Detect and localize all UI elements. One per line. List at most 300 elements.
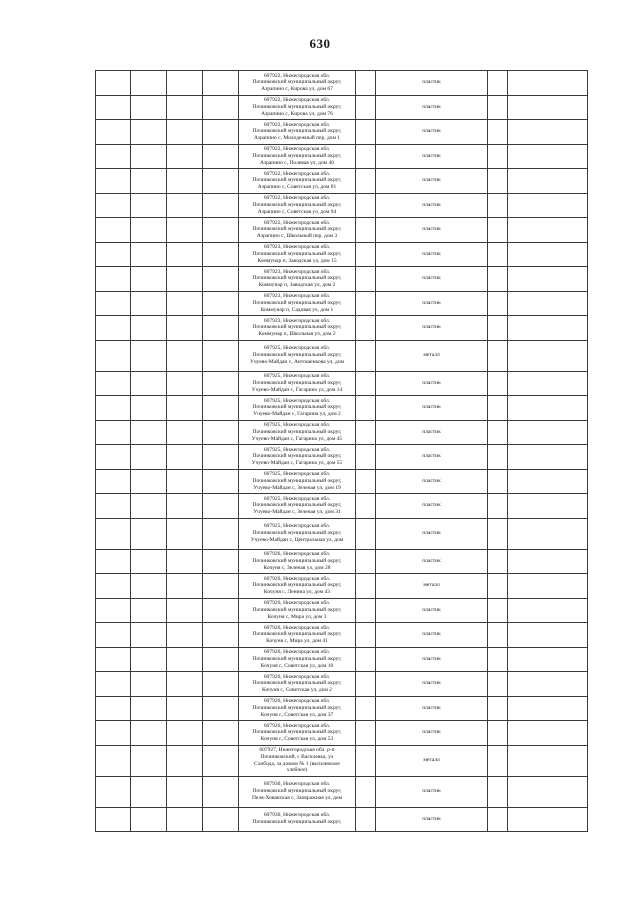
empty-cell xyxy=(96,574,131,599)
table-row xyxy=(96,71,588,96)
empty-cell xyxy=(96,776,131,807)
address-line: Коммунар п, Заводская ул, дом 2 xyxy=(258,282,336,289)
address-cell xyxy=(239,776,356,807)
address-cell xyxy=(239,598,356,623)
empty-cell xyxy=(203,696,239,721)
empty-cell xyxy=(167,242,203,267)
empty-cell xyxy=(488,672,508,697)
register-table xyxy=(95,70,588,832)
empty-cell xyxy=(488,574,508,599)
empty-cell xyxy=(96,193,131,218)
empty-cell xyxy=(203,549,239,574)
empty-cell xyxy=(356,242,376,267)
empty-cell xyxy=(96,469,131,494)
empty-cell xyxy=(167,218,203,243)
empty-cell xyxy=(356,144,376,169)
empty-cell xyxy=(167,549,203,574)
address-line: Починковский муниципальный округ, xyxy=(252,704,342,711)
table-row xyxy=(96,623,588,648)
material-cell: пластик xyxy=(376,242,488,267)
empty-cell xyxy=(203,721,239,746)
empty-cell xyxy=(508,696,588,721)
address-line: 607926, Нижегородская обл. xyxy=(263,722,331,729)
material-cell: металл xyxy=(376,574,488,599)
empty-cell xyxy=(96,672,131,697)
empty-cell xyxy=(203,242,239,267)
address-line: Кочуня с, Советская ул, дом 10 xyxy=(260,662,334,669)
empty-cell xyxy=(203,672,239,697)
address-cell xyxy=(239,445,356,470)
empty-cell xyxy=(131,218,167,243)
empty-cell xyxy=(167,574,203,599)
empty-cell xyxy=(131,193,167,218)
empty-cell xyxy=(508,776,588,807)
empty-cell xyxy=(96,518,131,549)
table-row xyxy=(96,647,588,672)
empty-cell xyxy=(96,316,131,341)
address-line: Починковский муниципальный округ, xyxy=(252,655,342,662)
empty-cell xyxy=(96,807,131,832)
material-cell: пластик xyxy=(376,144,488,169)
address-line: Кочуня с, Мира ул, дом 3 xyxy=(267,613,327,620)
empty-cell xyxy=(508,120,588,145)
empty-cell xyxy=(508,71,588,96)
address-line: Починковский муниципальный округ, xyxy=(252,453,342,460)
address-line: Починковский муниципальный округ, xyxy=(252,128,342,135)
address-line: Азрапино с, Советская ул, дом 81 xyxy=(257,184,337,191)
empty-cell xyxy=(356,71,376,96)
empty-cell xyxy=(96,267,131,292)
empty-cell xyxy=(203,598,239,623)
empty-cell xyxy=(167,95,203,120)
empty-cell xyxy=(203,144,239,169)
material-cell: пластик xyxy=(376,371,488,396)
empty-cell xyxy=(203,420,239,445)
address-line: Починковский муниципальный округ, xyxy=(252,226,342,233)
empty-cell xyxy=(167,71,203,96)
empty-cell xyxy=(488,598,508,623)
empty-cell xyxy=(488,340,508,371)
address-line: Починковский муниципальный округ, xyxy=(252,788,342,795)
address-line: Починковский муниципальный округ, xyxy=(252,680,342,687)
address-line: 607922, Нижегородская обл. xyxy=(263,146,331,153)
empty-cell xyxy=(488,242,508,267)
empty-cell xyxy=(203,494,239,519)
empty-cell xyxy=(96,120,131,145)
table-row xyxy=(96,445,588,470)
empty-cell xyxy=(203,445,239,470)
empty-cell xyxy=(488,71,508,96)
empty-cell xyxy=(488,316,508,341)
empty-cell xyxy=(203,469,239,494)
empty-cell xyxy=(96,95,131,120)
empty-cell xyxy=(131,721,167,746)
material-cell: пластик xyxy=(376,518,488,549)
material-cell: пластик xyxy=(376,672,488,697)
empty-cell xyxy=(96,144,131,169)
address-line: Починковский муниципальный округ, xyxy=(252,729,342,736)
empty-cell xyxy=(131,469,167,494)
empty-cell xyxy=(488,445,508,470)
material-cell: пластик xyxy=(376,598,488,623)
address-line: 607926, Нижегородская обл. xyxy=(263,575,331,582)
address-line: Починковский муниципальный округ, xyxy=(252,103,342,110)
material-cell: пластик xyxy=(376,169,488,194)
empty-cell xyxy=(488,696,508,721)
address-line: 607925, Нижегородская обл. xyxy=(263,373,331,380)
empty-cell xyxy=(356,340,376,371)
address-cell xyxy=(239,120,356,145)
address-line: 607926, Нижегородская обл. xyxy=(263,551,331,558)
empty-cell xyxy=(356,169,376,194)
address-line: Починковский муниципальный округ, xyxy=(252,428,342,435)
empty-cell xyxy=(96,721,131,746)
empty-cell xyxy=(167,340,203,371)
register-rows xyxy=(96,71,588,832)
address-line: 607925, Нижегородская обл. xyxy=(263,422,331,429)
table-row xyxy=(96,776,588,807)
material-cell: пластик xyxy=(376,267,488,292)
material-cell: пластик xyxy=(376,623,488,648)
empty-cell xyxy=(167,193,203,218)
empty-cell xyxy=(488,623,508,648)
empty-cell xyxy=(488,193,508,218)
address-cell xyxy=(239,807,356,832)
empty-cell xyxy=(131,267,167,292)
address-line: 607923, Нижегородская обл. xyxy=(263,317,331,324)
address-line: Починковский муниципальный округ, xyxy=(252,201,342,208)
empty-cell xyxy=(356,623,376,648)
empty-cell xyxy=(96,696,131,721)
empty-cell xyxy=(131,420,167,445)
empty-cell xyxy=(508,469,588,494)
address-line: Слобода, за домом № 1 (василевское xyxy=(254,760,340,767)
empty-cell xyxy=(131,518,167,549)
table-row xyxy=(96,574,588,599)
empty-cell xyxy=(96,396,131,421)
address-line: Азрапино с, Школьный пер, дом 3 xyxy=(256,233,338,240)
address-line: Учуево-Майдан с, Гагарина ул, дом 55 xyxy=(251,460,343,467)
page-number: 630 xyxy=(309,36,331,51)
material-cell: пластик xyxy=(376,494,488,519)
material-cell: пластик xyxy=(376,776,488,807)
address-line: 607926, Нижегородская обл. xyxy=(263,649,331,656)
empty-cell xyxy=(508,371,588,396)
material-cell: пластик xyxy=(376,420,488,445)
address-cell xyxy=(239,672,356,697)
empty-cell xyxy=(131,95,167,120)
empty-cell xyxy=(203,218,239,243)
empty-cell xyxy=(508,807,588,832)
empty-cell xyxy=(508,218,588,243)
material-cell: пластик xyxy=(376,193,488,218)
empty-cell xyxy=(96,242,131,267)
empty-cell xyxy=(131,549,167,574)
address-cell xyxy=(239,518,356,549)
empty-cell xyxy=(131,696,167,721)
address-line: Починковский муниципальный округ, xyxy=(252,477,342,484)
table-row xyxy=(96,672,588,697)
table-row xyxy=(96,193,588,218)
address-line: 607922, Нижегородская обл. xyxy=(263,219,331,226)
empty-cell xyxy=(96,420,131,445)
table-row xyxy=(96,120,588,145)
empty-cell xyxy=(356,218,376,243)
empty-cell xyxy=(356,420,376,445)
material-cell: пластик xyxy=(376,469,488,494)
empty-cell xyxy=(488,647,508,672)
empty-cell xyxy=(508,420,588,445)
empty-cell xyxy=(167,745,203,776)
address-line: Учуево-Майдан с, Антошенкова ул, дом xyxy=(250,358,344,365)
empty-cell xyxy=(488,807,508,832)
address-line: Починковский муниципальный округ, xyxy=(252,404,342,411)
empty-cell xyxy=(356,95,376,120)
empty-cell xyxy=(96,169,131,194)
address-line: Учуево-Майдан с, Зеленая ул, дом 19 xyxy=(253,484,341,491)
empty-cell xyxy=(131,672,167,697)
material-cell: пластик xyxy=(376,647,488,672)
address-line: 607925, Нижегородская обл. xyxy=(263,397,331,404)
address-cell xyxy=(239,494,356,519)
empty-cell xyxy=(488,396,508,421)
empty-cell xyxy=(167,291,203,316)
empty-cell xyxy=(203,169,239,194)
table-row xyxy=(96,371,588,396)
empty-cell xyxy=(488,549,508,574)
table-row xyxy=(96,598,588,623)
empty-cell xyxy=(488,95,508,120)
empty-cell xyxy=(203,267,239,292)
empty-cell xyxy=(167,598,203,623)
empty-cell xyxy=(508,549,588,574)
empty-cell xyxy=(131,598,167,623)
address-line: 607925, Нижегородская обл. xyxy=(263,446,331,453)
material-cell: пластик xyxy=(376,120,488,145)
address-cell xyxy=(239,574,356,599)
empty-cell xyxy=(508,291,588,316)
address-line: Кочуня с, Мира ул, дом 41 xyxy=(266,638,328,645)
address-cell xyxy=(239,316,356,341)
empty-cell xyxy=(508,494,588,519)
empty-cell xyxy=(508,598,588,623)
empty-cell xyxy=(96,623,131,648)
address-cell xyxy=(239,623,356,648)
empty-cell xyxy=(203,291,239,316)
address-line: Азрапино с, Полевая ул, дом 40 xyxy=(260,159,334,166)
empty-cell xyxy=(356,120,376,145)
material-cell: пластик xyxy=(376,445,488,470)
address-line: Азрапино с, Молодежный пер, дом 1 xyxy=(253,135,341,142)
address-cell xyxy=(239,721,356,746)
address-line: Починковский муниципальный округ, xyxy=(252,177,342,184)
address-line: 607930, Нижегородская обл. xyxy=(263,781,331,788)
empty-cell xyxy=(167,396,203,421)
empty-cell xyxy=(508,144,588,169)
address-cell xyxy=(239,469,356,494)
empty-cell xyxy=(167,696,203,721)
address-line: Починковский муниципальный округ, xyxy=(252,631,342,638)
material-cell: пластик xyxy=(376,721,488,746)
address-line: Починковский муниципальный округ, xyxy=(252,299,342,306)
address-line: Кочуня с, Ленина ул, дом 43 xyxy=(263,589,331,596)
empty-cell xyxy=(488,267,508,292)
material-cell: пластик xyxy=(376,218,488,243)
address-line: Пеля-Хованская с, Заовражная ул, дом xyxy=(251,794,343,801)
address-line: Починковский муниципальный округ, xyxy=(252,530,342,537)
address-line: Учуево-Майдан с, Гагарина ул, дом 14 xyxy=(251,386,343,393)
empty-cell xyxy=(203,120,239,145)
empty-cell xyxy=(356,291,376,316)
table-row xyxy=(96,696,588,721)
address-line: 607925, Нижегородская обл. xyxy=(263,495,331,502)
address-line: 607922, Нижегородская обл. xyxy=(263,170,331,177)
empty-cell xyxy=(167,518,203,549)
table-row xyxy=(96,144,588,169)
address-line: Коммунар п, Садовая ул, дом 1 xyxy=(260,306,334,313)
empty-cell xyxy=(96,494,131,519)
empty-cell xyxy=(96,445,131,470)
address-line: Починковский, с Василевка, ул xyxy=(260,753,334,760)
address-line: Починковский муниципальный округ, xyxy=(252,557,342,564)
empty-cell xyxy=(203,193,239,218)
empty-cell xyxy=(203,574,239,599)
address-cell xyxy=(239,420,356,445)
empty-cell xyxy=(203,807,239,832)
table-row xyxy=(96,469,588,494)
empty-cell xyxy=(508,745,588,776)
empty-cell xyxy=(508,169,588,194)
empty-cell xyxy=(488,291,508,316)
table-row xyxy=(96,745,588,776)
address-cell xyxy=(239,218,356,243)
empty-cell xyxy=(167,267,203,292)
address-line: 607922, Нижегородская обл. xyxy=(263,97,331,104)
empty-cell xyxy=(508,647,588,672)
empty-cell xyxy=(167,120,203,145)
empty-cell xyxy=(96,291,131,316)
address-cell xyxy=(239,242,356,267)
empty-cell xyxy=(356,494,376,519)
address-line: Кочуня с, Советская ул, дом 53 xyxy=(260,736,334,743)
table-row xyxy=(96,169,588,194)
address-line: 607923, Нижегородская обл. xyxy=(263,268,331,275)
empty-cell xyxy=(356,598,376,623)
empty-cell xyxy=(508,340,588,371)
empty-cell xyxy=(508,721,588,746)
address-cell xyxy=(239,745,356,776)
address-line: 607926, Нижегородская обл. xyxy=(263,624,331,631)
address-line: Починковский муниципальный округ, xyxy=(252,502,342,509)
address-line: 607926, Нижегородская обл. xyxy=(263,600,331,607)
address-line: 607926, Нижегородская обл. xyxy=(263,698,331,705)
address-line: Азрапино с, Кирова ул, дом 76 xyxy=(261,110,333,117)
address-cell xyxy=(239,71,356,96)
empty-cell xyxy=(488,745,508,776)
table-row xyxy=(96,95,588,120)
address-line: 607923, Нижегородская обл. xyxy=(263,244,331,251)
empty-cell xyxy=(508,316,588,341)
empty-cell xyxy=(131,623,167,648)
empty-cell xyxy=(131,316,167,341)
address-line: Починковский муниципальный округ, xyxy=(252,819,342,826)
empty-cell xyxy=(167,316,203,341)
address-line: Починковский муниципальный округ, xyxy=(252,250,342,257)
material-cell: пластик xyxy=(376,696,488,721)
empty-cell xyxy=(131,776,167,807)
empty-cell xyxy=(508,95,588,120)
empty-cell xyxy=(167,494,203,519)
address-line: Азрапино с, Кирова ул, дом 67 xyxy=(261,86,333,93)
address-line: Починковский муниципальный округ, xyxy=(252,582,342,589)
empty-cell xyxy=(131,396,167,421)
address-line: Азрапино с, Советская ул, дом 94 xyxy=(257,208,337,215)
empty-cell xyxy=(508,396,588,421)
empty-cell xyxy=(131,371,167,396)
empty-cell xyxy=(488,120,508,145)
address-cell xyxy=(239,95,356,120)
address-cell xyxy=(239,291,356,316)
empty-cell xyxy=(131,169,167,194)
empty-cell xyxy=(203,518,239,549)
material-cell: металл xyxy=(376,745,488,776)
material-cell: пластик xyxy=(376,71,488,96)
address-line: 607925, Нижегородская обл. xyxy=(263,345,331,352)
empty-cell xyxy=(131,242,167,267)
address-line: Учуево-Майдан с, Гагарина ул, дом 2 xyxy=(253,411,341,418)
empty-cell xyxy=(356,647,376,672)
address-cell xyxy=(239,169,356,194)
address-line: 607925, Нижегородская обл. xyxy=(263,471,331,478)
empty-cell xyxy=(508,672,588,697)
address-cell xyxy=(239,144,356,169)
empty-cell xyxy=(167,371,203,396)
address-line: Починковский муниципальный округ, xyxy=(252,352,342,359)
empty-cell xyxy=(167,672,203,697)
empty-cell xyxy=(356,193,376,218)
address-cell xyxy=(239,549,356,574)
empty-cell xyxy=(131,144,167,169)
empty-cell xyxy=(167,469,203,494)
empty-cell xyxy=(96,340,131,371)
address-line: Коммунар п, Школьная ул, дом 2 xyxy=(258,331,336,338)
material-cell: пластик xyxy=(376,396,488,421)
empty-cell xyxy=(356,469,376,494)
empty-cell xyxy=(167,807,203,832)
address-line: 607926, Нижегородская обл. xyxy=(263,673,331,680)
empty-cell xyxy=(356,371,376,396)
address-line: Кочуня с, Зеленая ул, дом 28 xyxy=(263,564,331,571)
address-line: 607925, Нижегородская обл. xyxy=(263,523,331,530)
empty-cell xyxy=(508,193,588,218)
empty-cell xyxy=(131,647,167,672)
material-cell: металл xyxy=(376,340,488,371)
empty-cell xyxy=(203,623,239,648)
empty-cell xyxy=(508,574,588,599)
address-line: Починковский муниципальный округ, xyxy=(252,324,342,331)
empty-cell xyxy=(488,218,508,243)
address-line: Учуево-Майдан с, Центральная ул, дом xyxy=(250,536,344,543)
address-cell xyxy=(239,647,356,672)
empty-cell xyxy=(356,721,376,746)
address-line: 607927, Нижегородская обл. р-н xyxy=(259,746,335,753)
empty-cell xyxy=(131,340,167,371)
address-line: 607922, Нижегородская обл. xyxy=(263,195,331,202)
empty-cell xyxy=(167,445,203,470)
address-cell xyxy=(239,340,356,371)
address-line: Учуево-Майдан с, Зеленая ул, дом 31 xyxy=(253,509,341,516)
empty-cell xyxy=(356,445,376,470)
